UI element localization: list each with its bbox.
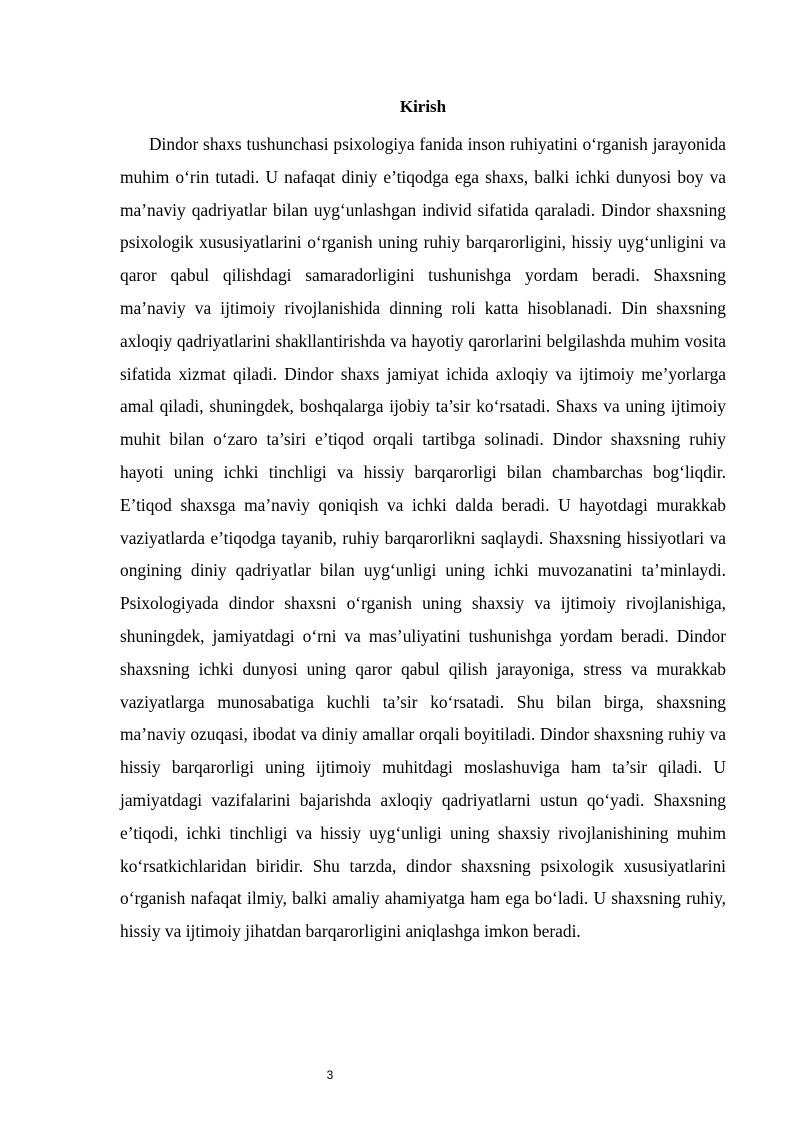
body-paragraph: Dindor shaxs tushunchasi psixologiya fanida inson ruhiyatini o‘rganish jarayonida muhim o‘rin tutadi. U nafaqat diniy e’tiqodga ega shaxs, balki ichki dunyosi boy va ma’naviy qadriyatlar bilan uyg‘unlashgan individ sifatida qaraladi. Dindor shaxsning psixologik xususiyatlarini o‘rganish uning ruhiy barqarorligini, hissiy uyg‘unligini va qaror qabul qilishdagi samaradorligini tushunishga yordam beradi. Shaxsning ma’naviy va ijtimoiy rivojlanishida dinning roli katta hisoblanadi. Din shaxsning axloqiy qadriyatlarini shakllantirishda va hayotiy qarorlarini belgilashda muhim vosita sifatida xizmat qiladi. Dindor shaxs jamiyat ichida axloqiy va ijtimoiy me’yorlarga amal qiladi, shuningdek, boshqalarga ijobiy ta’sir ko‘rsatadi. Shaxs va uning ijtimoiy muhit bilan o‘zaro ta’siri e’tiqod orqali tartibga solinadi. Dindor shaxsning ruhiy hayoti uning ichki tinchligi va hissiy barqarorligi bilan chambarchas bog‘liqdir. E’tiqod shaxsga ma’naviy qoniqish va ichki dalda beradi. U hayotdagi murakkab vaziyatlarda e’tiqodga tayanib, ruhiy barqarorlikni saqlaydi. Shaxsning hissiyotlari va ongining diniy qadriyatlar bilan uyg‘unligi uning ichki muvozanatini ta’minlaydi. Psixologiyada dindor shaxsni o‘rganish uning shaxsiy va ijtimoiy rivojlanishiga, shuningdek, jamiyatdagi o‘rni va mas’uliyatini tushunishga yordam beradi. Dindor shaxsning ichki dunyosi uning qaror qabul qilish jarayoniga, stress va murakkab vaziyatlarga munosabatiga kuchli ta’sir ko‘rsatadi. Shu bilan birga, shaxsning ma’naviy ozuqasi, ibodat va diniy amallar orqali boyitiladi. Dindor shaxsning ruhiy va hissiy barqarorligi uning ijtimoiy muhitdagi moslashuviga ham ta’sir qiladi. U jamiyatdagi vazifalarini bajarishda axloqiy qadriyatlarni ustun qo‘yadi. Shaxsning e’tiqodi, ichki tinchligi va hissiy uyg‘unligi uning shaxsiy rivojlanishining muhim ko‘rsatkichlaridan biridir. Shu tarzda, dindor shaxsning psixologik xususiyatlarini o‘rganish nafaqat ilmiy, balki amaliy ahamiyatga ham ega bo‘ladi. U shaxsning ruhiy, hissiy va ijtimoiy jihatdan barqarorligini aniqlashga imkon beradi.: [120, 134, 726, 942]
section-title: Kirish: [399, 97, 447, 116]
page-number: 3: [326, 1068, 334, 1082]
